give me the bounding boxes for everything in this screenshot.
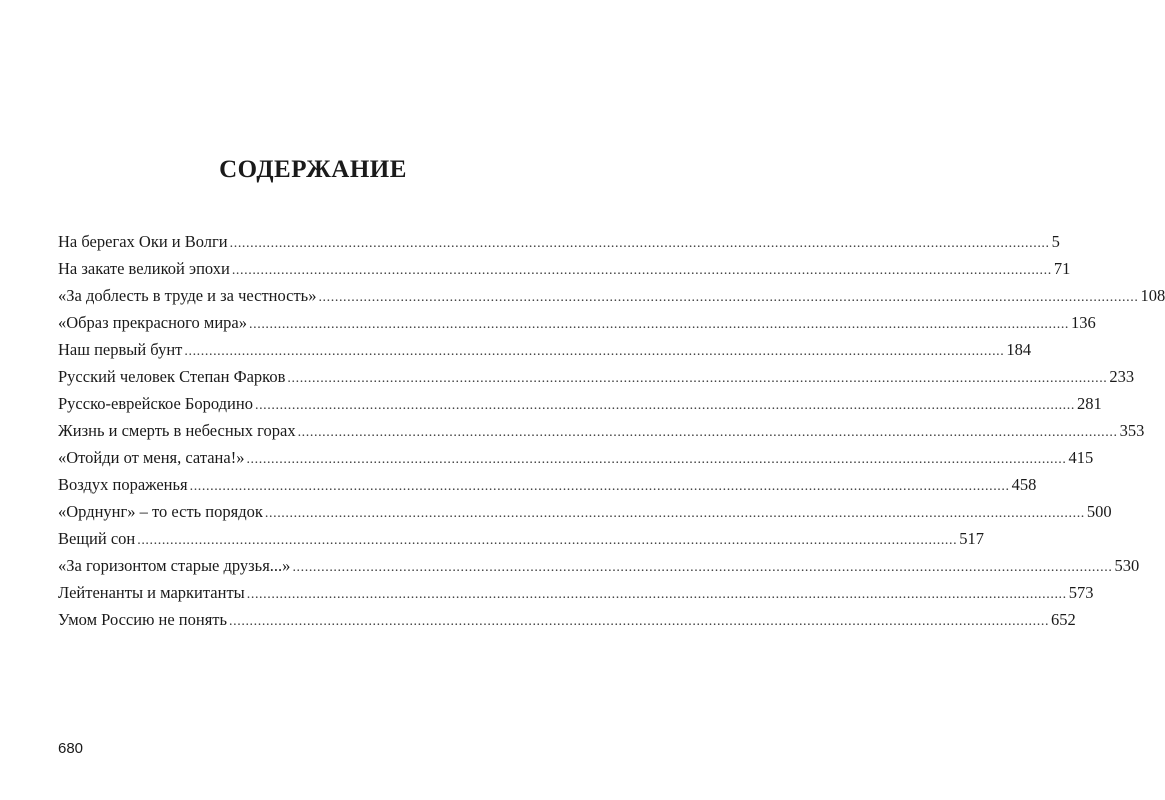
toc-entry-page: 71 bbox=[1053, 259, 1071, 278]
dot-leader: ........................................................................................................................................................................................................ bbox=[318, 290, 1139, 305]
page-title: СОДЕРЖАНИЕ bbox=[219, 156, 407, 183]
toc-entry-page: 281 bbox=[1076, 394, 1102, 413]
toc-entry bbox=[58, 471, 1037, 498]
toc-entry-page: 136 bbox=[1071, 313, 1096, 332]
toc-entry-page: 353 bbox=[1119, 421, 1145, 440]
toc-entry-page: 530 bbox=[1114, 556, 1140, 575]
dot-leader: ........................................................................................................................................................................................................ bbox=[249, 317, 1070, 332]
toc-entry bbox=[58, 255, 1071, 282]
toc-entry bbox=[58, 228, 1060, 255]
toc-entry bbox=[58, 606, 1076, 633]
dot-leader: ........................................................................................................................................................................................................ bbox=[287, 371, 1108, 386]
dot-leader: ........................................................................................................................................................................................................ bbox=[229, 614, 1050, 629]
toc-entry-title: Лейтенанты и маркитанты bbox=[58, 583, 245, 602]
dot-leader: ........................................................................................................................................................................................................ bbox=[246, 587, 1067, 602]
dot-leader: ........................................................................................................................................................................................................ bbox=[229, 236, 1050, 251]
dot-leader: ........................................................................................................................................................................................................ bbox=[231, 263, 1052, 278]
toc-entry-page: 458 bbox=[1011, 475, 1037, 494]
toc-entry bbox=[58, 579, 1094, 606]
toc-entry-page: 415 bbox=[1068, 448, 1094, 467]
toc-entry bbox=[58, 444, 1094, 471]
dot-leader: ........................................................................................................................................................................................................ bbox=[137, 533, 958, 548]
toc-entry bbox=[58, 417, 1145, 444]
dot-leader: ........................................................................................................................................................................................................ bbox=[246, 452, 1067, 467]
toc-entry-title: Наш первый бунт bbox=[58, 340, 183, 359]
toc-entry-title: Воздух пораженья bbox=[58, 475, 188, 494]
toc-entry-title: «Отойди от меня, сатана!» bbox=[58, 448, 245, 467]
toc-entry-title: «Образ прекрасного мира» bbox=[58, 313, 248, 332]
dot-leader: ........................................................................................................................................................................................................ bbox=[292, 560, 1113, 575]
toc-entry-title: Русский человек Степан Фарков bbox=[58, 367, 286, 386]
toc-entry-page: 500 bbox=[1086, 502, 1112, 521]
toc-entry-title: Жизнь и смерть в небесных горах bbox=[58, 421, 296, 440]
page-number: 680 bbox=[58, 740, 84, 757]
toc-entry bbox=[58, 498, 1112, 525]
toc-entry-title: Умом Россию не понять bbox=[58, 610, 228, 629]
dot-leader: ........................................................................................................................................................................................................ bbox=[264, 506, 1085, 521]
toc-entry-page: 652 bbox=[1051, 610, 1076, 629]
table-of-contents bbox=[58, 228, 1165, 633]
toc-entry-page: 5 bbox=[1051, 232, 1060, 251]
toc-entry bbox=[58, 390, 1102, 417]
toc-entry-title: Русско-еврейское Бородино bbox=[58, 394, 253, 413]
dot-leader: ........................................................................................................................................................................................................ bbox=[297, 425, 1118, 440]
dot-leader: ........................................................................................................................................................................................................ bbox=[254, 398, 1075, 413]
toc-entry-page: 184 bbox=[1006, 340, 1032, 359]
toc-entry bbox=[58, 552, 1140, 579]
toc-entry bbox=[58, 525, 984, 552]
dot-leader: ........................................................................................................................................................................................................ bbox=[184, 344, 1005, 359]
toc-entry-page: 108 bbox=[1140, 286, 1165, 305]
dot-leader: ........................................................................................................................................................................................................ bbox=[189, 479, 1010, 494]
toc-entry-page: 233 bbox=[1109, 367, 1135, 386]
toc-entry bbox=[58, 336, 1032, 363]
toc-entry bbox=[58, 309, 1096, 336]
toc-entry-title: Вещий сон bbox=[58, 529, 136, 548]
toc-entry bbox=[58, 282, 1165, 309]
toc-entry-page: 517 bbox=[959, 529, 984, 548]
toc-entry-title: На берегах Оки и Волги bbox=[58, 232, 228, 251]
toc-entry-title: На закате великой эпохи bbox=[58, 259, 230, 278]
toc-entry-title: «Орднунг» – то есть порядок bbox=[58, 502, 263, 521]
toc-entry-page: 573 bbox=[1068, 583, 1094, 602]
toc-entry bbox=[58, 363, 1135, 390]
toc-entry-title: «За горизонтом старые друзья...» bbox=[58, 556, 291, 575]
toc-entry-title: «За доблесть в труде и за честность» bbox=[58, 286, 317, 305]
